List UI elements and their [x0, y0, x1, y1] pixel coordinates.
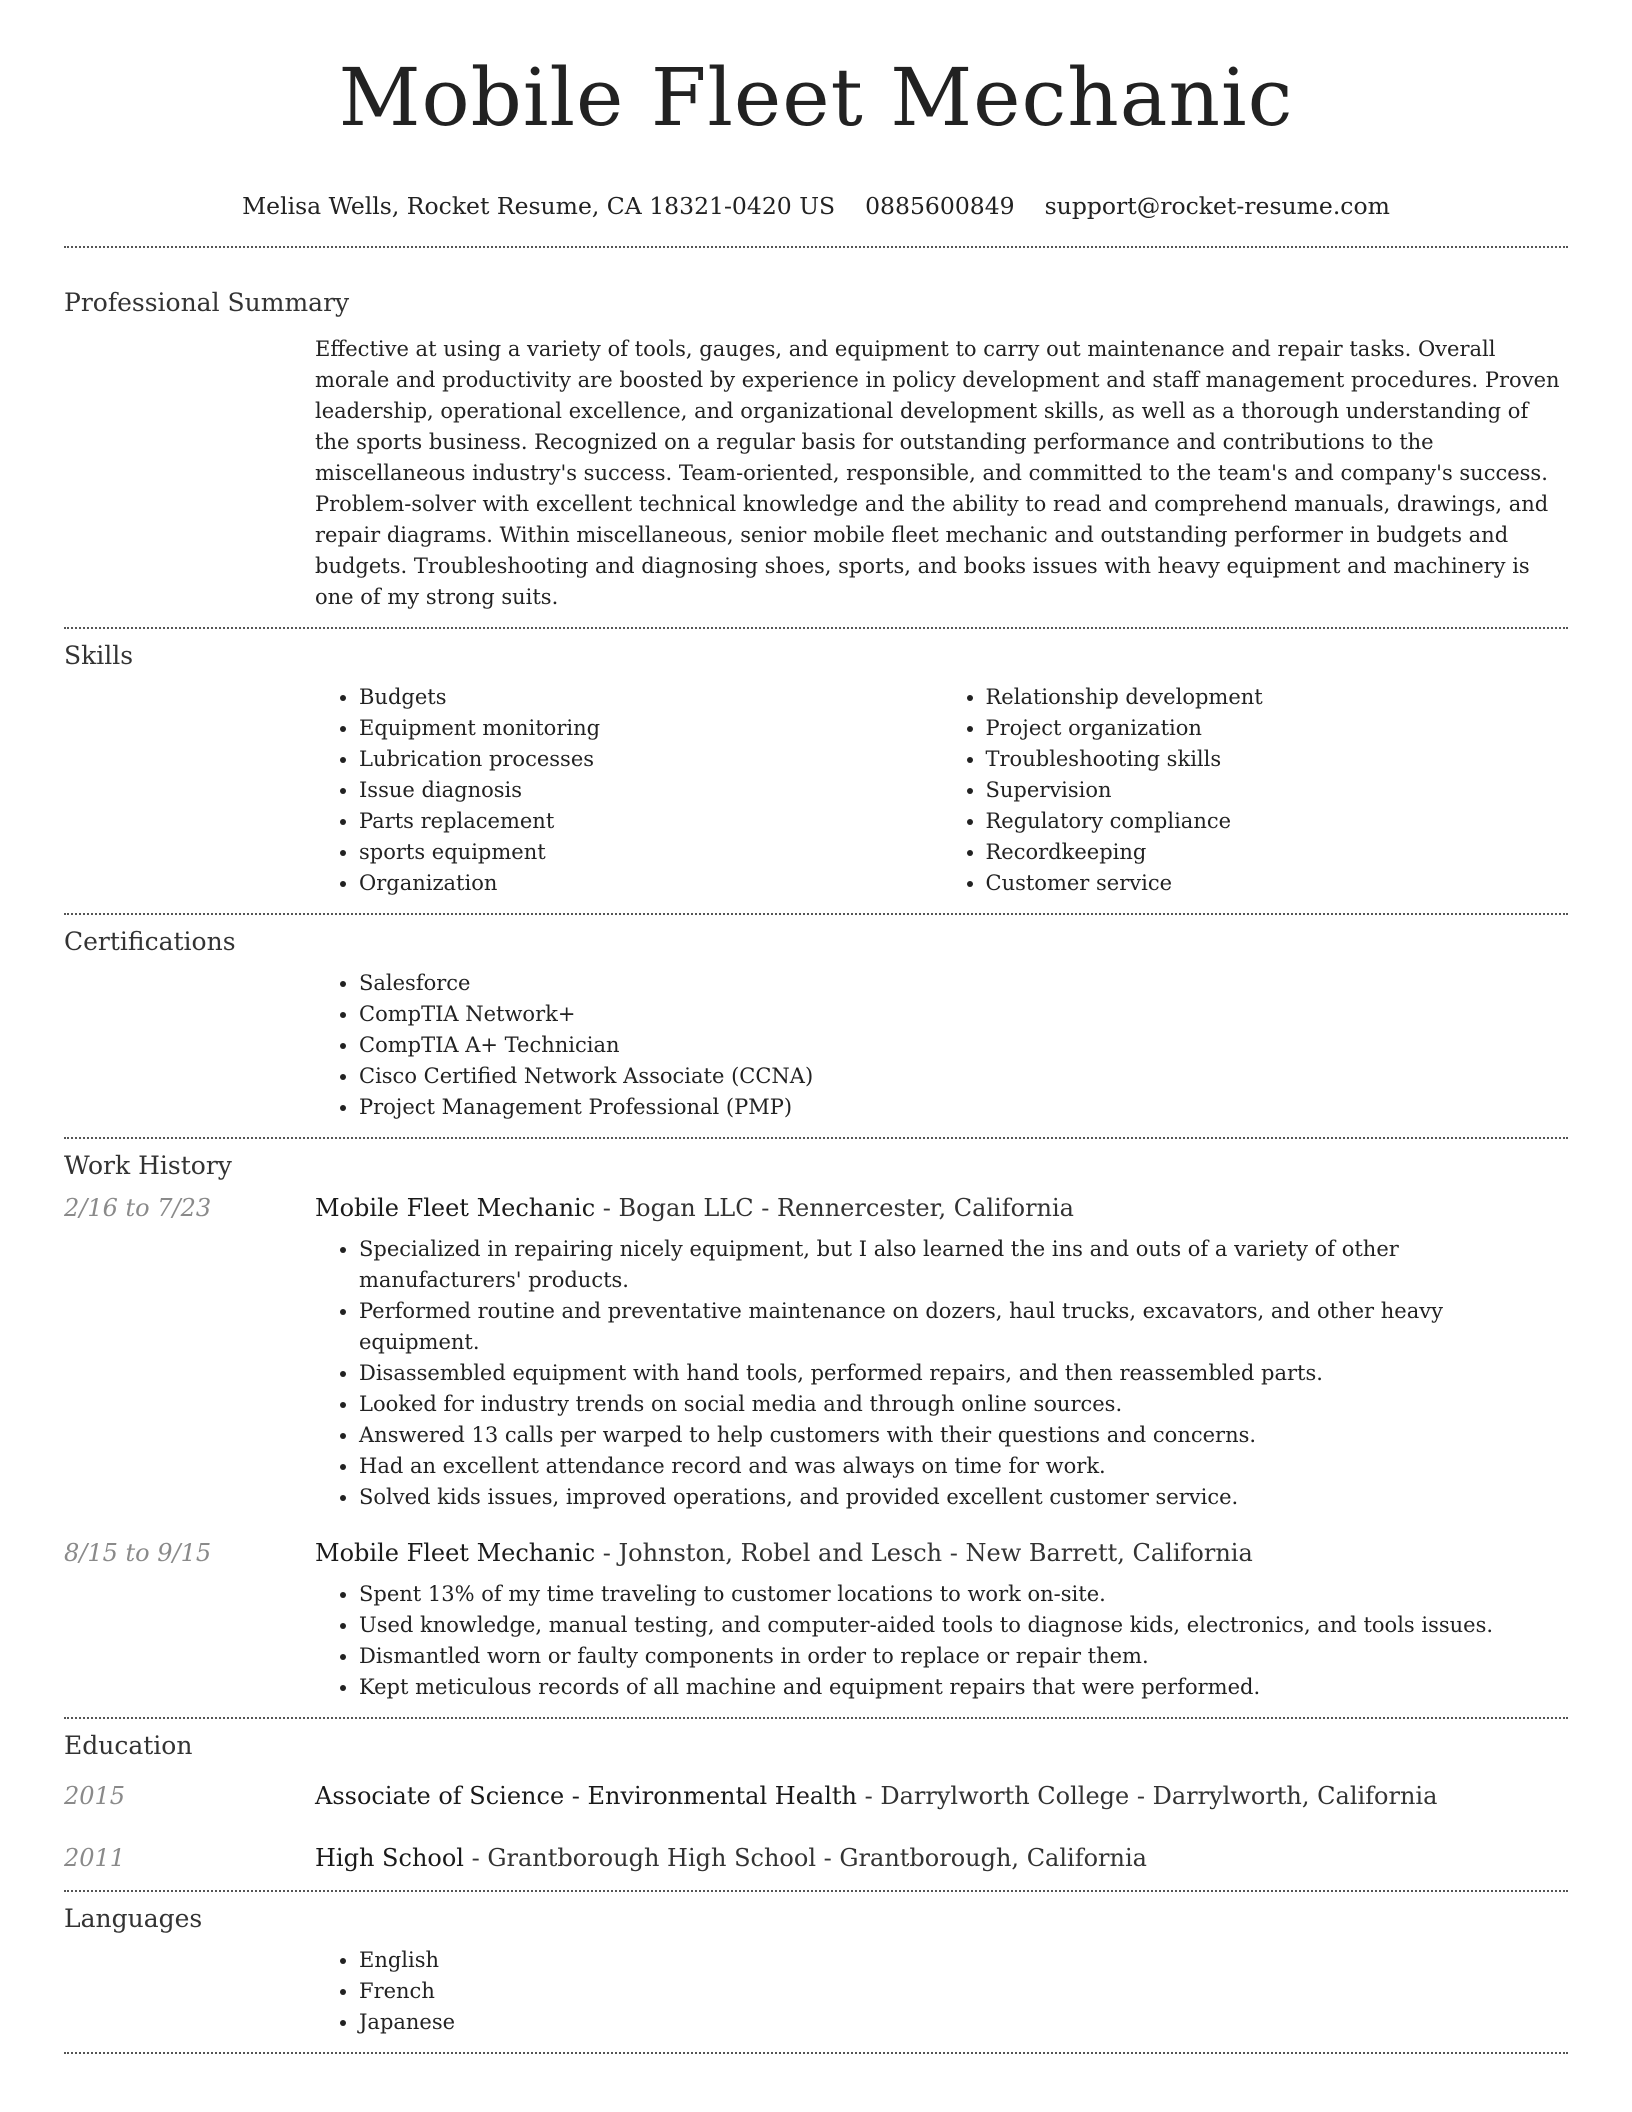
list-item: • Recordkeeping — [986, 837, 1569, 868]
divider — [64, 627, 1568, 629]
section-title-certifications: Certifications — [64, 926, 236, 956]
contact-line — [64, 192, 1568, 220]
education-year: 2011 — [64, 1843, 126, 1872]
list-item: • Performed routine and preventative maintenance on dozers, haul trucks, excavators, and other heavy equipment. — [359, 1296, 1568, 1358]
list-item: • Parts replacement — [359, 806, 942, 837]
divider — [64, 1137, 1568, 1139]
contact-phone: 0885600849 — [865, 191, 1015, 220]
contact-address: Melisa Wells, Rocket Resume, CA 18321-0420 US — [242, 191, 836, 220]
list-item: • Supervision — [986, 775, 1569, 806]
section-title-work-history: Work History — [64, 1150, 232, 1180]
list-item: • sports equipment — [359, 837, 942, 868]
list-item: • Spent 13% of my time traveling to customer locations to work on-site. — [359, 1579, 1568, 1610]
education-entry — [64, 1844, 1568, 1872]
list-item: • Answered 13 calls per warped to help customers with their questions and concerns. — [359, 1420, 1568, 1451]
list-item: • Looked for industry trends on social media and through online sources. — [359, 1389, 1568, 1420]
list-item: • Solved kids issues, improved operations, and provided excellent customer service. — [359, 1482, 1568, 1513]
list-item: • Disassembled equipment with hand tools, performed repairs, and then reassembled parts. — [359, 1358, 1568, 1389]
list-item: • CompTIA A+ Technician — [359, 1030, 1568, 1061]
job-employer: - Bogan LLC - Rennercester, California — [595, 1193, 1074, 1222]
job-entry — [64, 1194, 1568, 1513]
list-item: • Specialized in repairing nicely equipment, but I also learned the ins and outs of a variety of other manufacturers' products. — [359, 1234, 1568, 1296]
list-item: • Dismantled worn or faulty components in order to replace or repair them. — [359, 1641, 1568, 1672]
skills-list — [315, 682, 1568, 899]
list-item: • Salesforce — [359, 968, 1568, 999]
list-item: • Cisco Certified Network Associate (CCNA) — [359, 1061, 1568, 1092]
list-item: • Project Management Professional (PMP) — [359, 1092, 1568, 1123]
education-year: 2015 — [64, 1781, 126, 1810]
divider — [64, 246, 1568, 248]
summary-text: Effective at using a variety of tools, gauges, and equipment to carry out maintenance and repair tasks. Overall morale and productivity are boosted by experience in policy development and staff management procedures. Proven leadership, operational excellence, and organizational development skills, as well as a thorough understanding of the sports business. Recognized on a regular basis for outstanding performance and contributions to the miscellaneous industry's success. Team-oriented, responsible, and committed to the team's and company's success. Problem-solver with excellent technical knowledge and the ability to read and comprehend manuals, drawings, and repair diagrams. Within miscellaneous, senior mobile fleet mechanic and outstanding performer in budgets and budgets. Troubleshooting and diagnosing shoes, sports, and books issues with heavy equipment and machinery is one of my strong suits. — [315, 336, 1560, 609]
contact-email: support@rocket-resume.com — [1044, 191, 1390, 220]
list-item: • Equipment monitoring — [359, 713, 942, 744]
section-title-education: Education — [64, 1730, 193, 1760]
job-dates: 2/16 to 7/23 — [64, 1193, 212, 1222]
job-bullets — [315, 1579, 1568, 1703]
list-item: • Kept meticulous records of all machine and equipment repairs that were performed. — [359, 1672, 1568, 1703]
list-item: • Troubleshooting skills — [986, 744, 1569, 775]
list-item: • English — [359, 1945, 1568, 1976]
education-degree: High School — [315, 1843, 464, 1872]
list-item: • Regulatory compliance — [986, 806, 1569, 837]
list-item: • Budgets — [359, 682, 942, 713]
job-bullets — [315, 1234, 1568, 1513]
list-item: • Relationship development — [986, 682, 1569, 713]
list-item: • Japanese — [359, 2007, 1568, 2038]
divider — [64, 1717, 1568, 1719]
list-item: • Organization — [359, 868, 942, 899]
education-degree: Associate of Science - Environmental Health — [315, 1781, 857, 1810]
list-item: • Issue diagnosis — [359, 775, 942, 806]
job-title: Mobile Fleet Mechanic — [315, 1538, 596, 1567]
list-item: • Lubrication processes — [359, 744, 942, 775]
divider — [64, 1890, 1568, 1892]
job-title: Mobile Fleet Mechanic — [315, 1193, 596, 1222]
list-item: • French — [359, 1976, 1568, 2007]
job-employer: - Johnston, Robel and Lesch - New Barrett, California — [595, 1538, 1253, 1567]
education-school: - Grantborough High School - Grantborough, California — [463, 1843, 1147, 1872]
certifications-list — [315, 968, 1568, 1123]
resume-page — [64, 0, 1568, 2054]
divider — [64, 913, 1568, 915]
divider — [64, 2052, 1568, 2054]
section-title-summary: Professional Summary — [64, 287, 350, 317]
languages-list — [315, 1945, 1568, 2038]
education-school: - Darrylworth College - Darrylworth, California — [857, 1781, 1438, 1810]
job-entry — [64, 1539, 1568, 1703]
job-dates: 8/15 to 9/15 — [64, 1538, 212, 1567]
list-item: • CompTIA Network+ — [359, 999, 1568, 1030]
page-title: Mobile Fleet Mechanic — [338, 51, 1294, 144]
education-entry — [64, 1782, 1568, 1810]
list-item: • Project organization — [986, 713, 1569, 744]
section-title-skills: Skills — [64, 640, 134, 670]
skills-column-right — [942, 682, 1569, 899]
list-item: • Customer service — [986, 868, 1569, 899]
list-item: • Had an excellent attendance record and was always on time for work. — [359, 1451, 1568, 1482]
list-item: • Used knowledge, manual testing, and computer-aided tools to diagnose kids, electronics, and tools issues. — [359, 1610, 1568, 1641]
skills-column-left — [315, 682, 942, 899]
section-title-languages: Languages — [64, 1903, 203, 1933]
